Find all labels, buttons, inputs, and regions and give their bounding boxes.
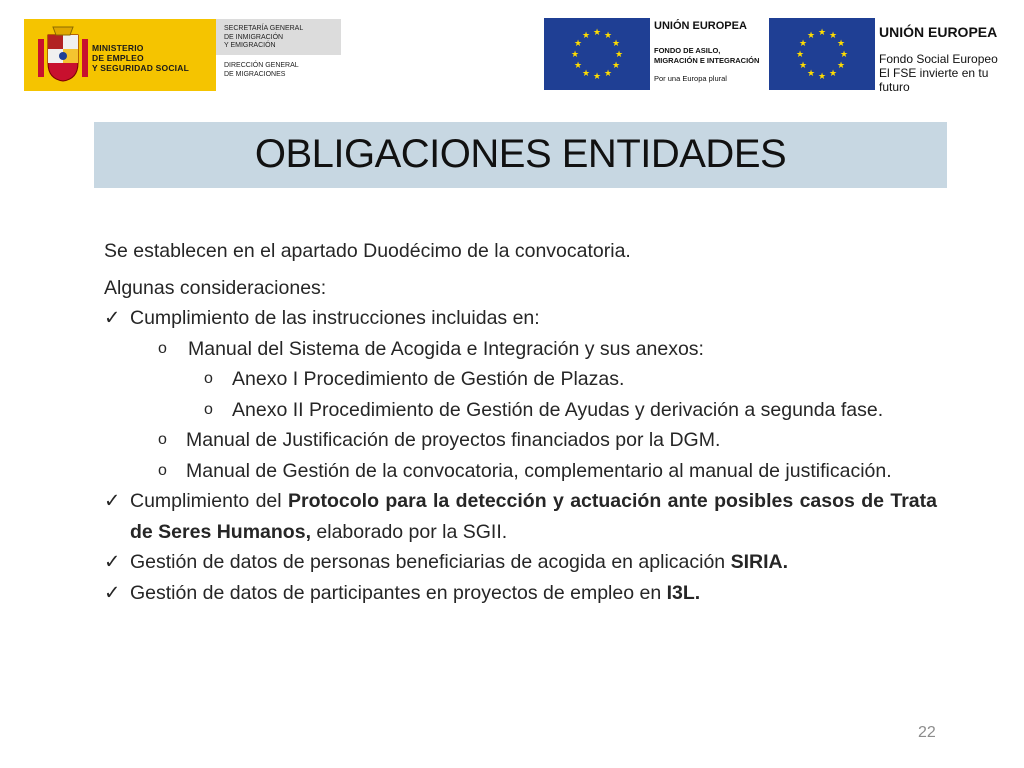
- svg-text:★: ★: [592, 72, 602, 82]
- siria-app-name: SIRIA.: [730, 551, 789, 573]
- list-item: o Anexo II Procedimiento de Gestión de Ayudas y derivación a segunda fase.: [104, 395, 937, 426]
- check-icon: ✓: [104, 490, 121, 512]
- svg-text:★: ★: [614, 50, 624, 60]
- svg-text:★: ★: [836, 61, 846, 71]
- svg-text:★: ★: [798, 61, 808, 71]
- check-icon: ✓: [104, 551, 121, 573]
- svg-text:★: ★: [806, 69, 816, 79]
- slide-title-bar: [94, 122, 947, 188]
- ministry-name: MINISTERIO DE EMPLEO Y SEGURIDAD SOCIAL: [92, 43, 189, 73]
- svg-text:★: ★: [611, 61, 621, 71]
- svg-text:★: ★: [603, 69, 613, 79]
- eu-fse-title: UNIÓN EUROPEA: [879, 24, 998, 40]
- svg-text:★: ★: [581, 69, 591, 79]
- eu-asylum-tagline: Por una Europa plural: [654, 74, 727, 83]
- eu-flag-icon: [544, 18, 650, 90]
- eu-social-fund-logo: [769, 18, 1011, 94]
- eu-asylum-title: UNIÓN EUROPEA: [654, 20, 747, 32]
- svg-text:★: ★: [611, 39, 621, 49]
- protocol-name: Protocolo para la detección y actuación ante posibles casos de Trata de Seres Humanos,: [130, 490, 937, 543]
- eu-asylum-fund-name: FONDO DE ASILO, MIGRACIÓN E INTEGRACIÓN: [654, 46, 760, 65]
- list-item: ✓ Gestión de datos de participantes en proyectos de empleo en I3L.: [104, 578, 937, 609]
- check-icon: ✓: [104, 307, 121, 329]
- slide-title: OBLIGACIONES ENTIDADES: [254, 132, 787, 176]
- check-icon: ✓: [104, 581, 121, 604]
- page-number: 22: [918, 724, 936, 741]
- circle-bullet-icon: o: [204, 400, 213, 418]
- secretaria-general-label: SECRETARÍA GENERAL DE INMIGRACIÓN Y EMIGRACIÓN: [216, 19, 341, 55]
- list-item: ✓ Cumplimiento del Protocolo para la detección y actuación ante posibles casos de Trata de Seres Humanos, elaborado por la SGII.: [104, 486, 937, 547]
- svg-text:★: ★: [828, 69, 838, 79]
- list-item: ✓ Cumplimiento de las instrucciones incluidas en:: [104, 303, 937, 334]
- eu-asylum-fund-logo: [544, 18, 774, 90]
- svg-text:★: ★: [798, 39, 808, 49]
- circle-bullet-icon: o: [204, 370, 213, 387]
- svg-text:★: ★: [603, 31, 613, 41]
- circle-bullet-icon: o: [158, 339, 167, 357]
- svg-text:★: ★: [806, 31, 816, 41]
- list-item: o Manual de Justificación de proyectos financiados por la DGM.: [104, 425, 937, 456]
- svg-text:★: ★: [795, 50, 805, 60]
- list-item: o Manual del Sistema de Acogida e Integración y sus anexos:: [104, 334, 937, 365]
- spain-coat-of-arms-icon: [36, 25, 90, 85]
- svg-text:★: ★: [573, 61, 583, 71]
- svg-text:★: ★: [592, 28, 602, 38]
- eu-fse-name: Fondo Social Europeo El FSE invierte en tu futuro: [879, 52, 998, 94]
- eu-flag-icon: [769, 18, 875, 90]
- svg-text:★: ★: [581, 31, 591, 41]
- svg-text:★: ★: [828, 31, 838, 41]
- svg-text:★: ★: [836, 39, 846, 49]
- svg-text:★: ★: [570, 50, 580, 60]
- circle-bullet-icon: o: [158, 461, 167, 479]
- svg-text:★: ★: [839, 50, 849, 60]
- i3l-app-name: I3L.: [666, 581, 701, 604]
- ministry-logo: [24, 19, 216, 91]
- list-item: o Anexo I Procedimiento de Gestión de Plazas.: [104, 364, 937, 395]
- svg-text:★: ★: [573, 39, 583, 49]
- direccion-general-label: DIRECCIÓN GENERAL DE MIGRACIONES: [224, 62, 299, 78]
- list-item: ✓ Gestión de datos de personas beneficiarias de acogida en aplicación SIRIA.: [104, 547, 937, 578]
- considerations-label: Algunas consideraciones:: [104, 276, 327, 299]
- slide-body: [104, 236, 937, 608]
- intro-text: Se establecen en el apartado Duodécimo de la convocatoria.: [104, 240, 631, 262]
- list-item: o Manual de Gestión de la convocatoria, complementario al manual de justificación.: [104, 456, 937, 487]
- svg-text:★: ★: [817, 72, 827, 82]
- svg-text:★: ★: [817, 28, 827, 38]
- circle-bullet-icon: o: [158, 431, 167, 448]
